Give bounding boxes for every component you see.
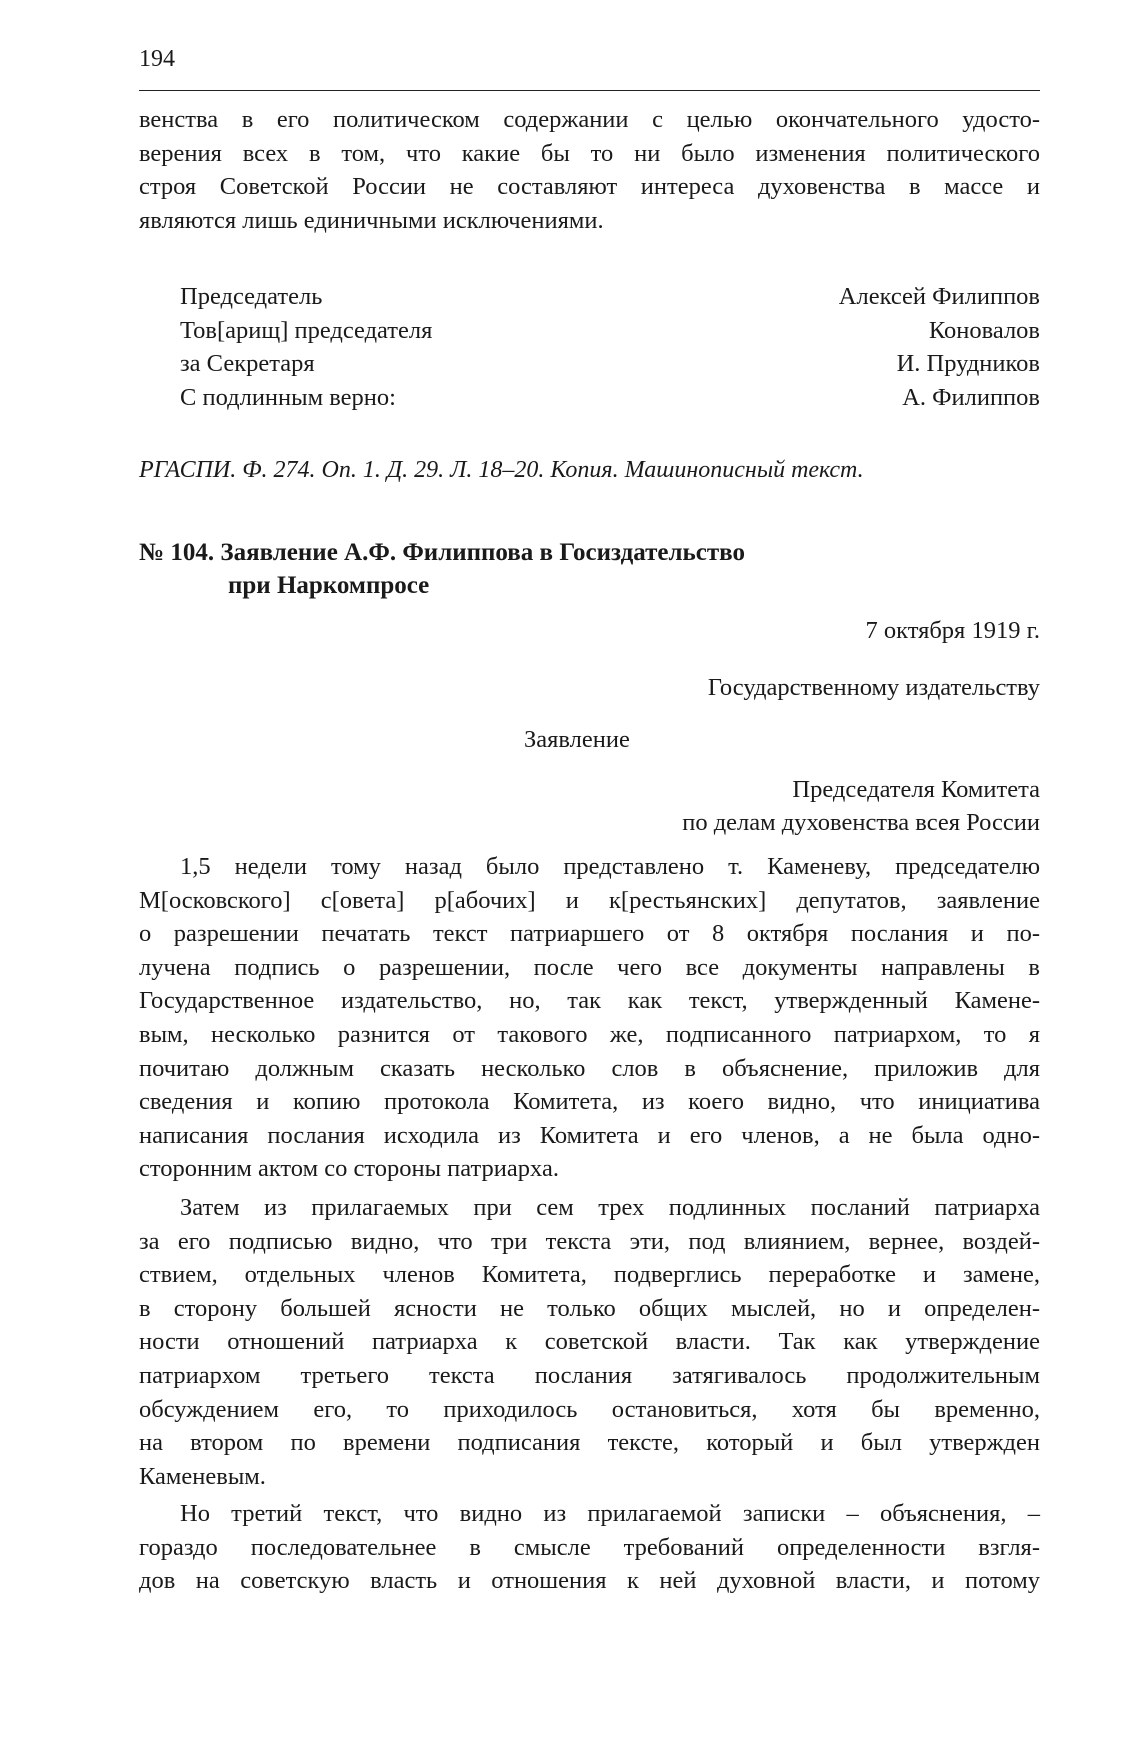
signature-row: [180, 280, 1040, 314]
text-line: вым, несколько разнится от такового же, подписанного патриархом, то я: [139, 1020, 1040, 1048]
addressee: Государственному издательству: [707, 674, 1040, 701]
text-line: за его подписью видно, что три текста эти, под влиянием, вернее, воздей-: [139, 1227, 1040, 1255]
text-line: Каменевым.: [139, 1462, 266, 1490]
text-line: написания послания исходила из Комитета и его членов, а не была одно-: [139, 1121, 1040, 1149]
text-line: являются лишь единичными исключениями.: [139, 206, 604, 234]
signature-row: [180, 347, 1040, 381]
source-note: РГАСПИ. Ф. 274. Оп. 1. Д. 29. Л. 18–20. Копия. Машинописный текст.: [139, 457, 864, 483]
paragraph-1: [139, 850, 1040, 1186]
text-line: сведения и копию протокола Комитета, из коего видно, что инициатива: [139, 1088, 1040, 1116]
signature-role: Председатель: [180, 283, 323, 310]
text-line: М[осковского] с[овета] р[абочих] и к[рестьянских] депутатов, заявление: [139, 886, 1040, 914]
text-line: обсуждением его, то приходилось остановиться, хотя бы временно,: [139, 1395, 1040, 1423]
sender-line: Председателя Комитета: [792, 776, 1040, 803]
signature-role: Тов[арищ] председателя: [180, 316, 433, 344]
text-line: строя Советской России не составляют интереса духовенства в массе и: [139, 173, 1040, 201]
signature-name: И. Прудников: [896, 350, 1040, 378]
signature-name: А. Филиппов: [902, 383, 1040, 411]
text-line: в сторону большей ясности не только общих мыслей, но и определен-: [139, 1294, 1040, 1322]
signature-role: С подлинным верно:: [180, 383, 396, 411]
document-date: 7 октября 1919 г.: [865, 617, 1040, 644]
text-line: дов на советскую власть и отношения к ней духовной власти, и потому: [139, 1567, 1040, 1595]
text-line: сторонним актом со стороны патриарха.: [139, 1155, 559, 1183]
text-line: венства в его политическом содержании с целью окончательного удосто-: [139, 106, 1040, 133]
text-line: Но третий текст, что видно из прилагаемой записки – объяснения, –: [180, 1500, 1040, 1527]
text-line: ности отношений патриарха к советской власти. Так как утверждение: [139, 1328, 1040, 1356]
text-line: патриархом третьего текста послания затягивалось продолжительным: [139, 1361, 1040, 1389]
signature-block: [180, 280, 1040, 414]
page-number: 194: [139, 46, 175, 72]
signature-row: [180, 314, 1040, 348]
signature-name: Алексей Филиппов: [838, 283, 1040, 310]
paragraph-2: [139, 1191, 1040, 1493]
text-line: 1,5 недели тому назад было представлено т. Каменеву, председателю: [180, 853, 1040, 880]
text-line: ствием, отдельных членов Комитета, подверглись переработке и замене,: [139, 1261, 1040, 1289]
text-line: Затем из прилагаемых при сем трех подлинных посланий патриарха: [180, 1194, 1040, 1221]
document-title-line: № 104. Заявление А.Ф. Филиппова в Госиздательство: [139, 539, 745, 566]
intro-paragraph: [139, 103, 1040, 237]
text-line: о разрешении печатать текст патриаршего от 8 октября послания и по-: [139, 920, 1040, 948]
text-line: лучена подпись о разрешении, после чего все документы направлены в: [139, 953, 1040, 981]
text-line: на втором по времени подписания тексте, который и был утвержден: [139, 1429, 1040, 1457]
document-heading: Заявление: [524, 726, 630, 753]
header-rule: [139, 90, 1040, 91]
signature-row: [180, 381, 1040, 415]
signature-name: Коновалов: [928, 316, 1040, 344]
text-line: гораздо последовательнее в смысле требований определенности взгля-: [139, 1533, 1040, 1561]
paragraph-3: [139, 1497, 1040, 1598]
text-line: верения всех в том, что какие бы то ни было изменения политического: [139, 139, 1040, 167]
document-title: [139, 536, 1040, 602]
signature-role: за Секретаря: [180, 350, 315, 378]
sender-line: по делам духовенства всея России: [682, 809, 1040, 836]
text-line: Государственное издательство, но, так как текст, утвержденный Камене-: [139, 987, 1040, 1015]
document-title-line: при Наркомпросе: [228, 572, 430, 599]
text-line: почитаю должным сказать несколько слов в объяснение, приложив для: [139, 1054, 1040, 1082]
